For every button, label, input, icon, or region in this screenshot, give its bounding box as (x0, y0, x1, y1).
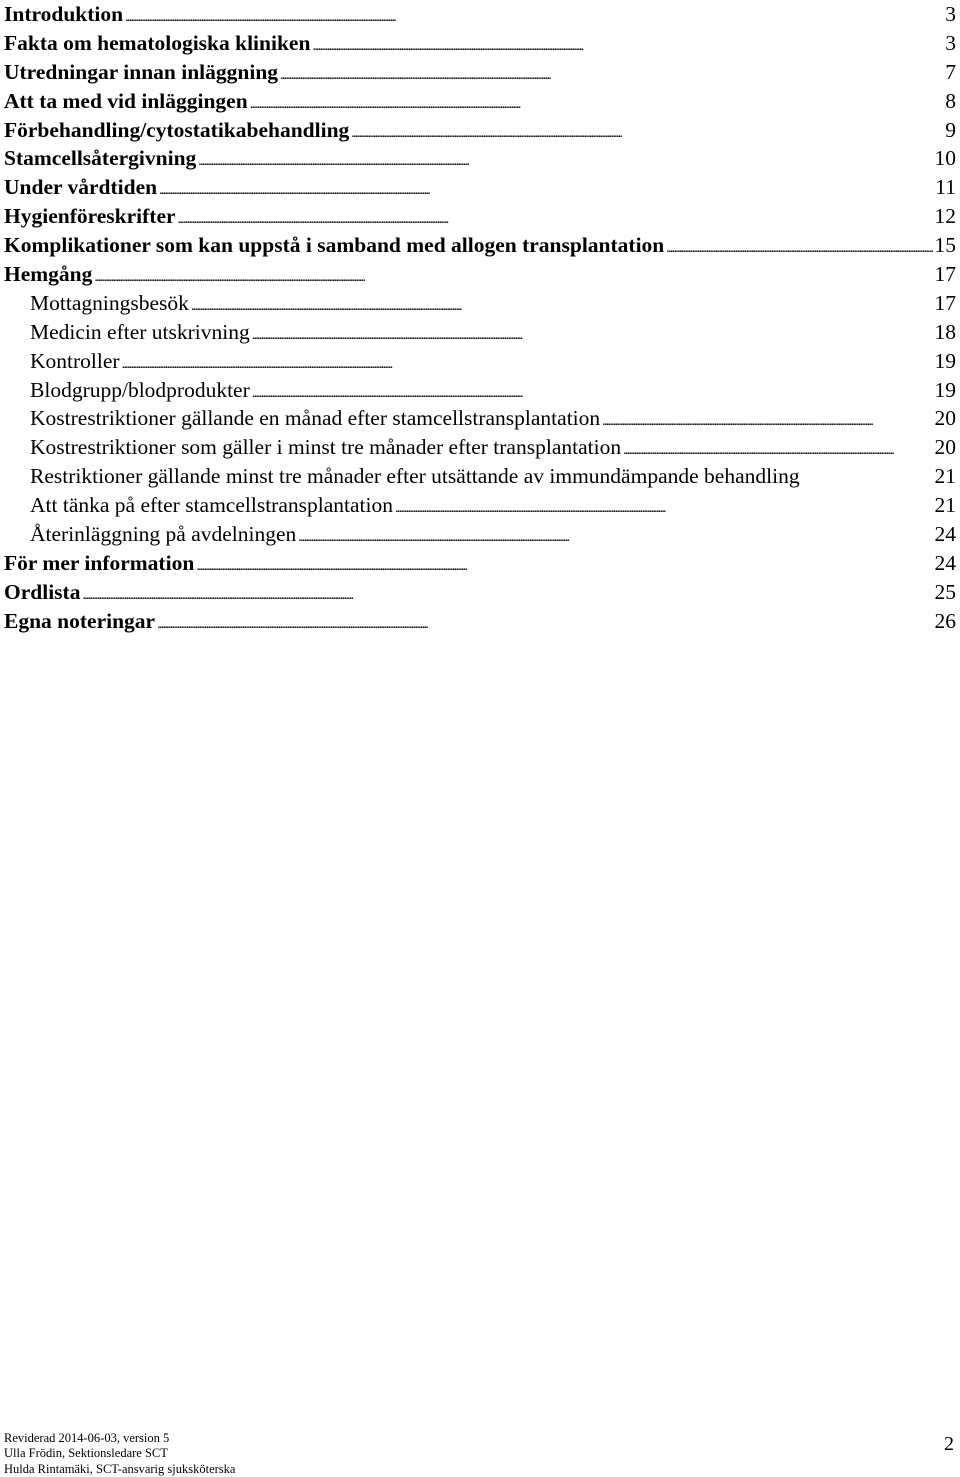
toc-entry-label: Fakta om hematologiska kliniken (4, 30, 311, 55)
toc-subentry[interactable] (4, 491, 956, 520)
toc-entry-label: Kostrestriktioner som gäller i minst tre månader efter transplantation (30, 435, 622, 460)
toc-entry-label: Kostrestriktioner gällande en månad efter stamcellstransplantation (30, 406, 601, 431)
toc-entry-label: Att ta med vid inläggingen (4, 88, 248, 113)
toc-entry-label: Återinläggning på avdelningen (30, 522, 297, 547)
toc-entry-page: 19 (934, 377, 956, 402)
toc-entry-page: 20 (934, 406, 956, 431)
toc-entry-page: 3 (945, 2, 956, 26)
table-of-contents (4, 0, 956, 636)
toc-subentry[interactable] (4, 404, 956, 433)
toc-entry-page: 8 (945, 88, 956, 113)
toc-entry-label: Förbehandling/cytostatikabehandling (4, 117, 350, 142)
toc-entry-page: 25 (934, 579, 956, 604)
toc-entry-label: Introduktion (4, 2, 124, 26)
toc-entry-page: 9 (945, 117, 956, 142)
toc-subentry[interactable] (4, 433, 956, 462)
toc-entry-label: Utredningar innan inläggning (4, 59, 279, 84)
toc-entry-page: 24 (934, 550, 956, 575)
toc-entry-page: 21 (934, 493, 956, 518)
toc-entry-page: 15 (934, 233, 956, 258)
toc-entry-label: Stamcellsåtergivning (4, 146, 197, 171)
toc-entry[interactable] (4, 116, 956, 145)
toc-entry-page: 24 (934, 522, 956, 547)
toc-entry[interactable] (4, 578, 956, 607)
toc-entry[interactable] (4, 231, 956, 260)
toc-subentry[interactable] (4, 376, 956, 405)
page-footer (4, 1431, 235, 1477)
toc-entry-page: 7 (945, 59, 956, 84)
toc-subentry[interactable] (4, 289, 956, 318)
toc-entry-page: 18 (934, 319, 956, 344)
toc-entry-label: Restriktioner gällande minst tre månader efter utsättande av immundämpande behandling (30, 464, 800, 489)
toc-entry[interactable] (4, 87, 956, 116)
toc-entry[interactable] (4, 0, 956, 29)
toc-entry-label: Egna noteringar (4, 608, 156, 633)
toc-entry-label: Att tänka på efter stamcellstransplantation (30, 493, 393, 518)
toc-entry[interactable] (4, 29, 956, 58)
toc-entry-page: 20 (934, 435, 956, 460)
toc-leader-dots (157, 607, 932, 640)
toc-entry-page: 26 (934, 608, 956, 633)
toc-entry[interactable] (4, 202, 956, 231)
toc-entry-label: Medicin efter utskrivning (30, 319, 250, 344)
toc-entry[interactable] (4, 549, 956, 578)
toc-entry[interactable] (4, 173, 956, 202)
footer-revision: Reviderad 2014-06-03, version 5 (4, 1431, 170, 1445)
toc-entry-label: Mottagningsbesök (30, 290, 189, 315)
toc-entry-page: 19 (934, 348, 956, 373)
page-number: 2 (944, 1433, 954, 1455)
toc-entry-label: Hygienföreskrifter (4, 204, 176, 229)
toc-entry[interactable] (4, 144, 956, 173)
footer-author: Hulda Rintamäki, SCT-ansvarig sjuksköterska (4, 1461, 236, 1476)
toc-entry-label: Under vårdtiden (4, 175, 158, 200)
toc-entry-page: 3 (945, 30, 956, 55)
toc-entry-label: Komplikationer som kan uppstå i samband med allogen transplantation (4, 233, 665, 258)
toc-entry-label: Kontroller (30, 348, 120, 373)
toc-subentry[interactable] (4, 318, 956, 347)
toc-subentry[interactable] (4, 520, 956, 549)
toc-entry-page: 11 (935, 175, 956, 200)
toc-entry-label: Blodgrupp/blodprodukter (30, 377, 250, 402)
footer-author: Ulla Frödin, Sektionsledare SCT (4, 1446, 168, 1461)
toc-subentry[interactable] (4, 347, 956, 376)
toc-entry[interactable] (4, 260, 956, 289)
toc-entry-page: 17 (934, 290, 956, 315)
toc-entry-label: För mer information (4, 550, 195, 575)
toc-entry-page: 17 (934, 262, 956, 287)
toc-entry-page: 12 (934, 204, 956, 229)
toc-subentry[interactable] (4, 462, 956, 491)
toc-entry[interactable] (4, 607, 956, 636)
toc-entry-page: 10 (934, 146, 956, 171)
toc-entry-label: Ordlista (4, 579, 81, 604)
toc-entry[interactable] (4, 58, 956, 87)
toc-entry-page: 21 (934, 464, 956, 489)
toc-entry-label: Hemgång (4, 262, 93, 287)
